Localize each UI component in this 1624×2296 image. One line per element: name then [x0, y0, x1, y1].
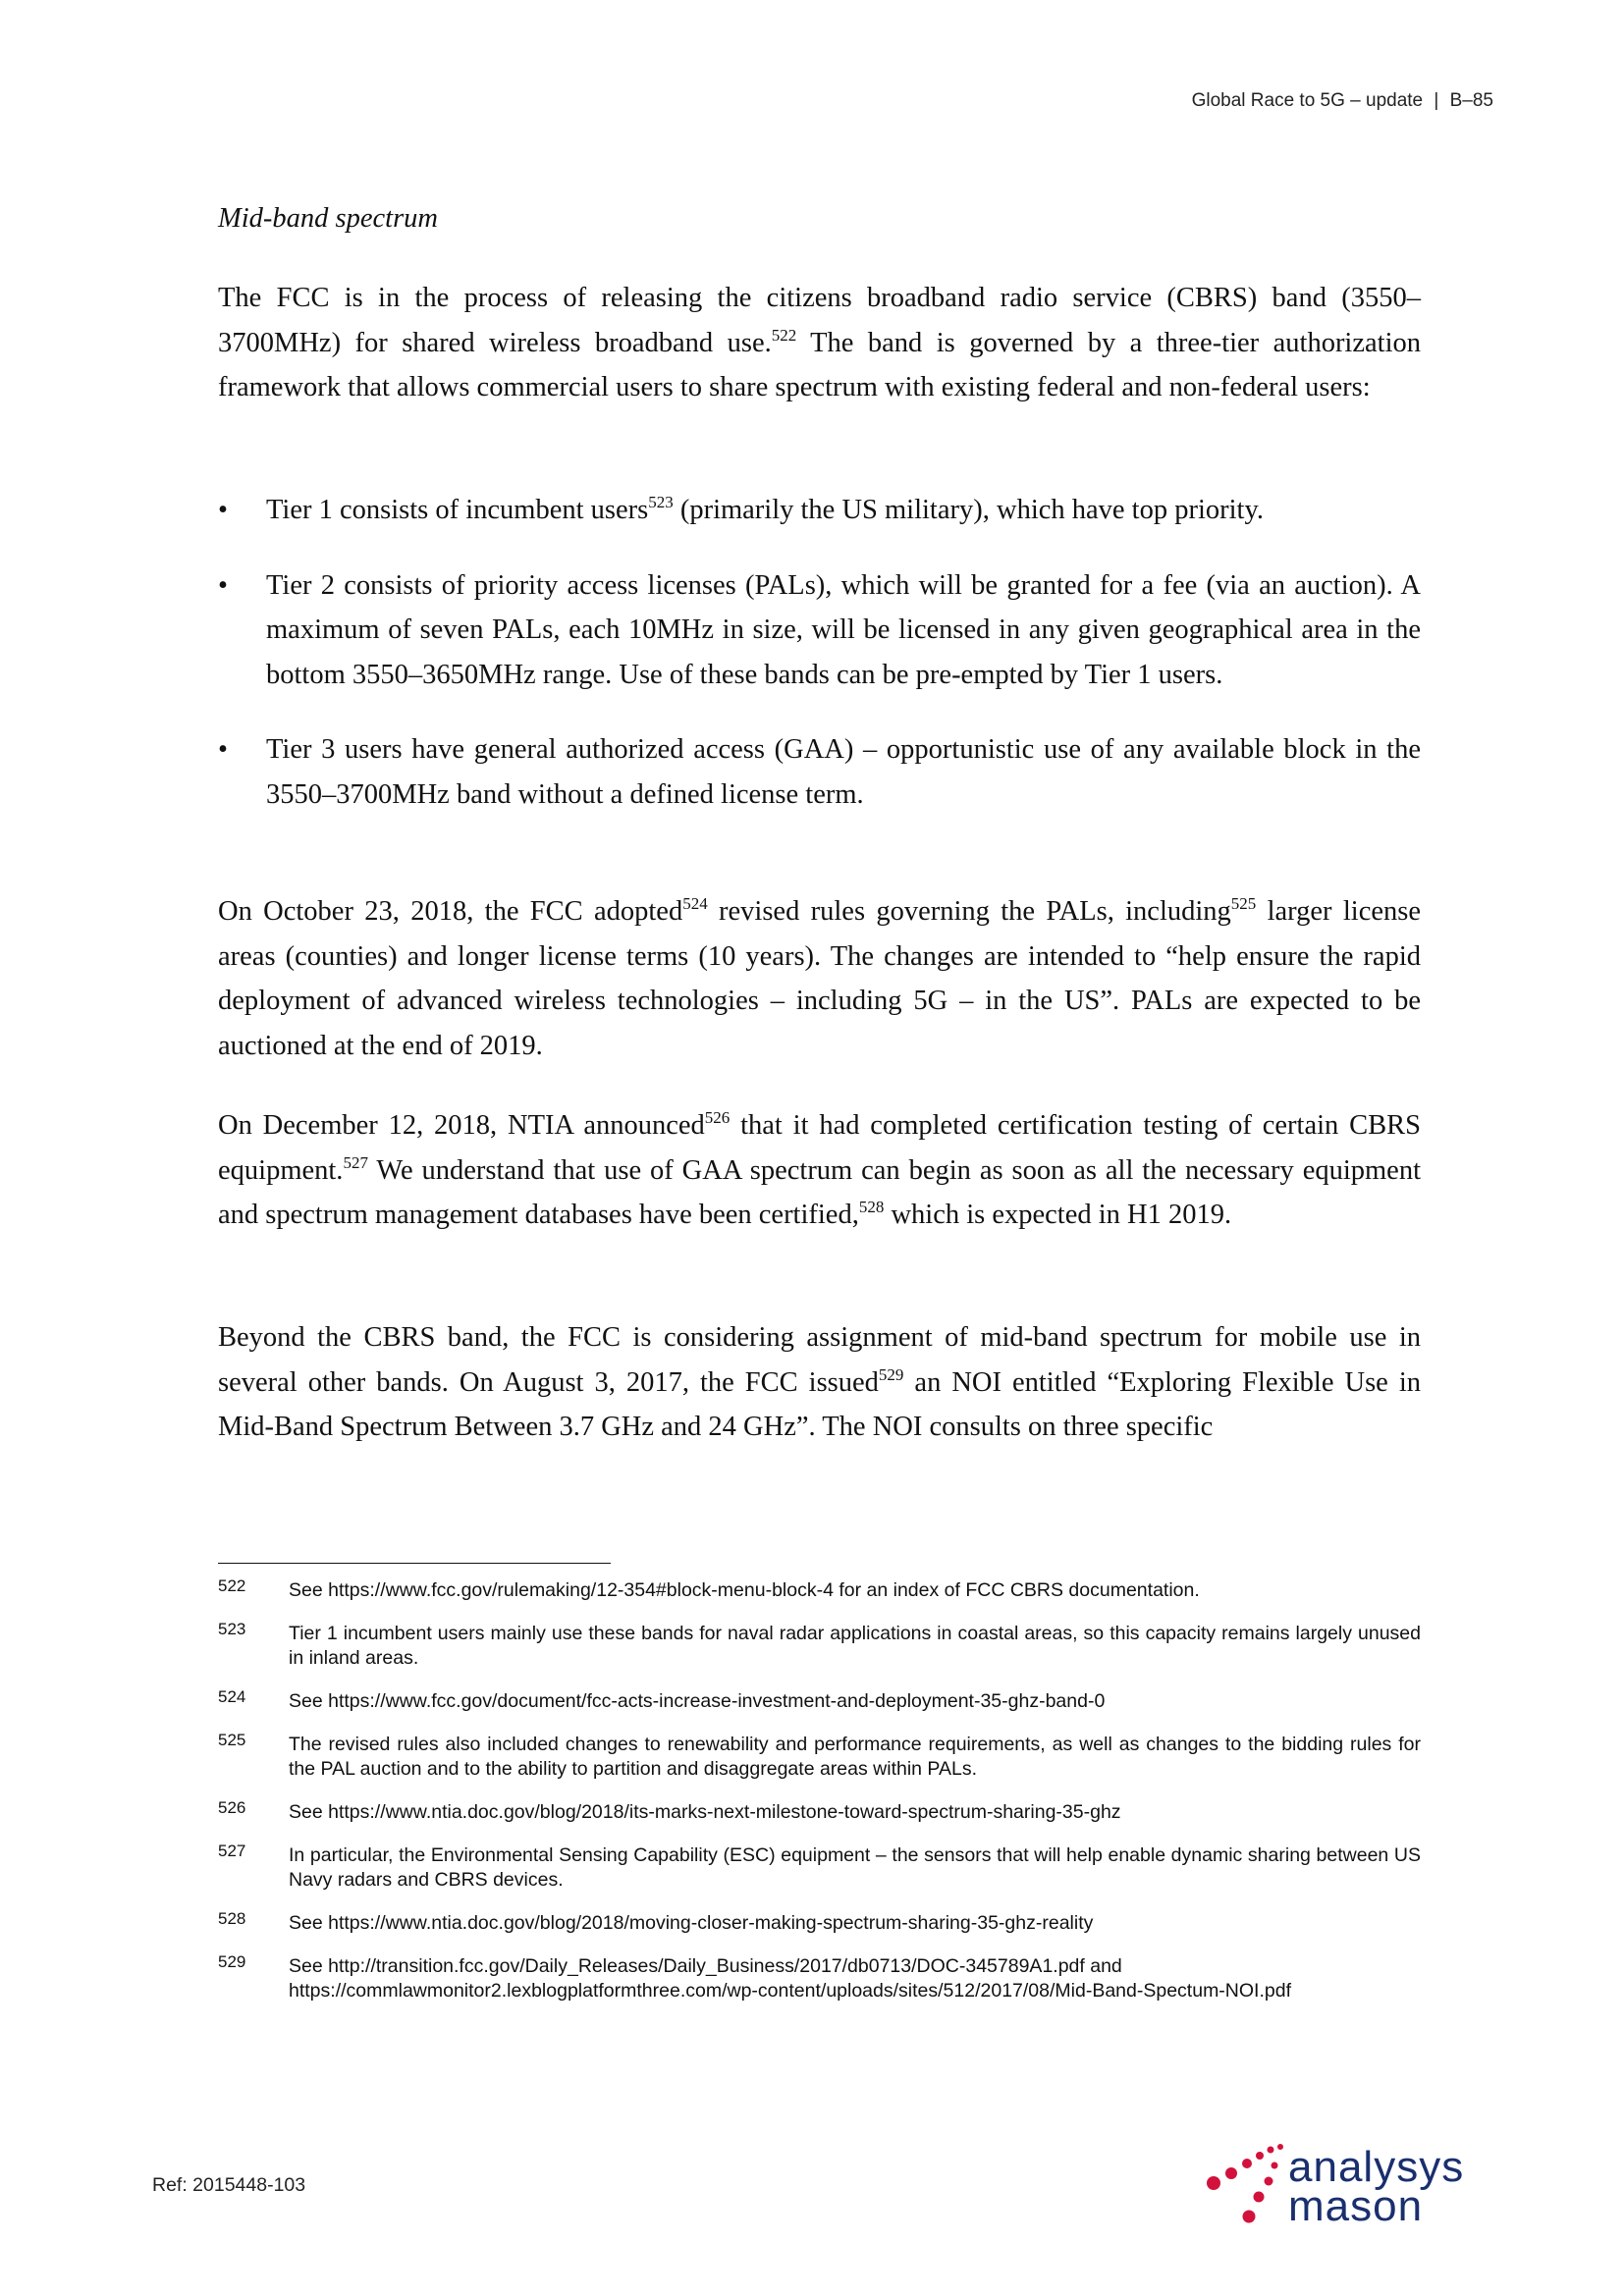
analysys-mason-logo: [1206, 2132, 1510, 2230]
section-heading: Mid-band spectrum: [218, 203, 439, 234]
footnote-text: See https://www.ntia.doc.gov/blog/2018/moving-closer-making-spectrum-sharing-35-ghz-reality: [289, 1912, 1094, 1934]
footnote-ref[interactable]: 522: [771, 325, 797, 345]
logo-word-mason: mason: [1288, 2182, 1424, 2230]
list-item: [218, 727, 1421, 817]
footnote-ref[interactable]: 524: [682, 894, 708, 913]
document-reference: Ref: 2015448-103: [152, 2174, 306, 2196]
footnote-divider: [218, 1563, 611, 1564]
footnote: [218, 1843, 1421, 1893]
footnote: [218, 1733, 1421, 1782]
footnote: [218, 1689, 1421, 1714]
logo-word-analysys: analysys: [1288, 2143, 1465, 2191]
bullet-icon: •: [218, 734, 228, 765]
running-header: [1192, 90, 1493, 112]
text-run: that it had completed certification testing of certain CBRS equipment.: [218, 1110, 1421, 1186]
tier-list: [218, 488, 1421, 817]
footnote-number: 529: [218, 1952, 246, 1971]
header-title: Global Race to 5G – update: [1191, 90, 1424, 111]
footnote-text: The revised rules also included changes to renewability and performance requirements, as well as changes to the bidding rules for the PAL auction and to the ability to partition and disaggregate areas within PALs.: [289, 1734, 1421, 1780]
text-run: Tier 3 users have general authorized access (GAA) – opportunistic use of any available block in the 3550–3700MHz band without a defined license term.: [266, 734, 1421, 810]
footnote-number: 523: [218, 1620, 246, 1638]
text-run: Beyond the CBRS band, the FCC is considering assignment of mid-band spectrum for mobile use in several other bands. On August 3, 2017, the FCC issued: [218, 1322, 1421, 1398]
footnote-number: 526: [218, 1798, 246, 1817]
footnote-text: See https://www.ntia.doc.gov/blog/2018/its-marks-next-milestone-toward-spectrum-sharing-35-ghz: [289, 1801, 1121, 1823]
paragraph-pal-rules: [218, 889, 1421, 1068]
footnote-ref[interactable]: 525: [1230, 894, 1257, 913]
footnote-text: See http://transition.fcc.gov/Daily_Releases/Daily_Business/2017/db0713/DOC-345789A1.pdf and https://commlawmonitor2.lexblogplatformthree.com/wp-content/uploads/sites/512/2017/08/Mid-Band-Spectum-NOI.pdf: [289, 1955, 1291, 2002]
footnote: [218, 1911, 1421, 1936]
footnote: [218, 1954, 1421, 2003]
footnote: [218, 1622, 1421, 1671]
footnote-ref[interactable]: 529: [878, 1364, 904, 1384]
footnotes: [218, 1578, 1421, 2022]
footnote-ref[interactable]: 526: [704, 1108, 731, 1127]
text-run: which is expected in H1 2019.: [884, 1200, 1232, 1230]
footnote: [218, 1578, 1421, 1603]
footnote-number: 528: [218, 1909, 246, 1928]
text-run: We understand that use of GAA spectrum can begin as soon as all the necessary equipment and spectrum management databases have been certified,: [218, 1154, 1421, 1230]
text-run: On October 23, 2018, the FCC adopted: [218, 896, 683, 927]
footnote-number: 527: [218, 1842, 246, 1860]
footnote-text: See https://www.fcc.gov/rulemaking/12-354#block-menu-block-4 for an index of FCC CBRS documentation.: [289, 1579, 1200, 1601]
text-run: The FCC is in the process of releasing the citizens broadband radio service (CBRS) band (3550–3700MHz) for shared wireless broadband use.: [218, 283, 1421, 358]
footnote-text: See https://www.fcc.gov/document/fcc-acts-increase-investment-and-deployment-35-ghz-band-0: [289, 1690, 1106, 1712]
paragraph-ntia: [218, 1103, 1421, 1238]
text-run: larger license areas (counties) and longer license terms (10 years). The changes are intended to “help ensure the rapid deployment of advanced wireless technologies – including 5G – in the US”. PALs are expected to be auctioned at the end of 2019.: [218, 896, 1421, 1061]
bullet-icon: •: [218, 569, 228, 601]
logo-dots-icon: [1206, 2132, 1294, 2230]
footnote-text: In particular, the Environmental Sensing Capability (ESC) equipment – the sensors that will help enable dynamic sharing between US Navy radars and CBRS devices.: [289, 1844, 1421, 1891]
paragraph-intro: [218, 276, 1421, 410]
footnote: [218, 1800, 1421, 1825]
header-separator: |: [1434, 90, 1439, 111]
page-number: B–85: [1449, 90, 1493, 111]
text-run: (primarily the US military), which have top priority.: [673, 495, 1264, 525]
footnote-text: Tier 1 incumbent users mainly use these bands for naval radar applications in coastal areas, so this capacity remains largely unused in inland areas.: [289, 1623, 1421, 1669]
text-run: The band is governed by a three-tier authorization framework that allows commercial users to share spectrum with existing federal and non-federal users:: [218, 327, 1421, 402]
footnote-ref[interactable]: 527: [343, 1152, 368, 1172]
footnote-ref[interactable]: 523: [648, 493, 674, 511]
text-run: Tier 2 consists of priority access licenses (PALs), which will be granted for a fee (via an auction). A maximum of seven PALs, each 10MHz in size, will be licensed in any given geographical area in the bottom 3550–3650MHz range. Use of these bands can be pre-empted by Tier 1 users.: [266, 569, 1421, 690]
text-run: revised rules governing the PALs, including: [707, 896, 1231, 927]
text-run: an NOI entitled “Exploring Flexible Use in Mid-Band Spectrum Between 3.7 GHz and 24 GHz”. The NOI consults on three specific: [218, 1366, 1421, 1442]
footnote-number: 524: [218, 1687, 246, 1706]
list-item: [218, 488, 1421, 533]
text-run: On December 12, 2018, NTIA announced: [218, 1110, 705, 1141]
list-item: [218, 563, 1421, 698]
footnote-number: 525: [218, 1731, 246, 1749]
bullet-icon: •: [218, 495, 228, 525]
text-run: Tier 1 consists of incumbent users: [266, 495, 649, 525]
footnote-number: 522: [218, 1576, 246, 1595]
paragraph-beyond-cbrs: [218, 1315, 1421, 1450]
footnote-ref[interactable]: 528: [858, 1198, 885, 1216]
